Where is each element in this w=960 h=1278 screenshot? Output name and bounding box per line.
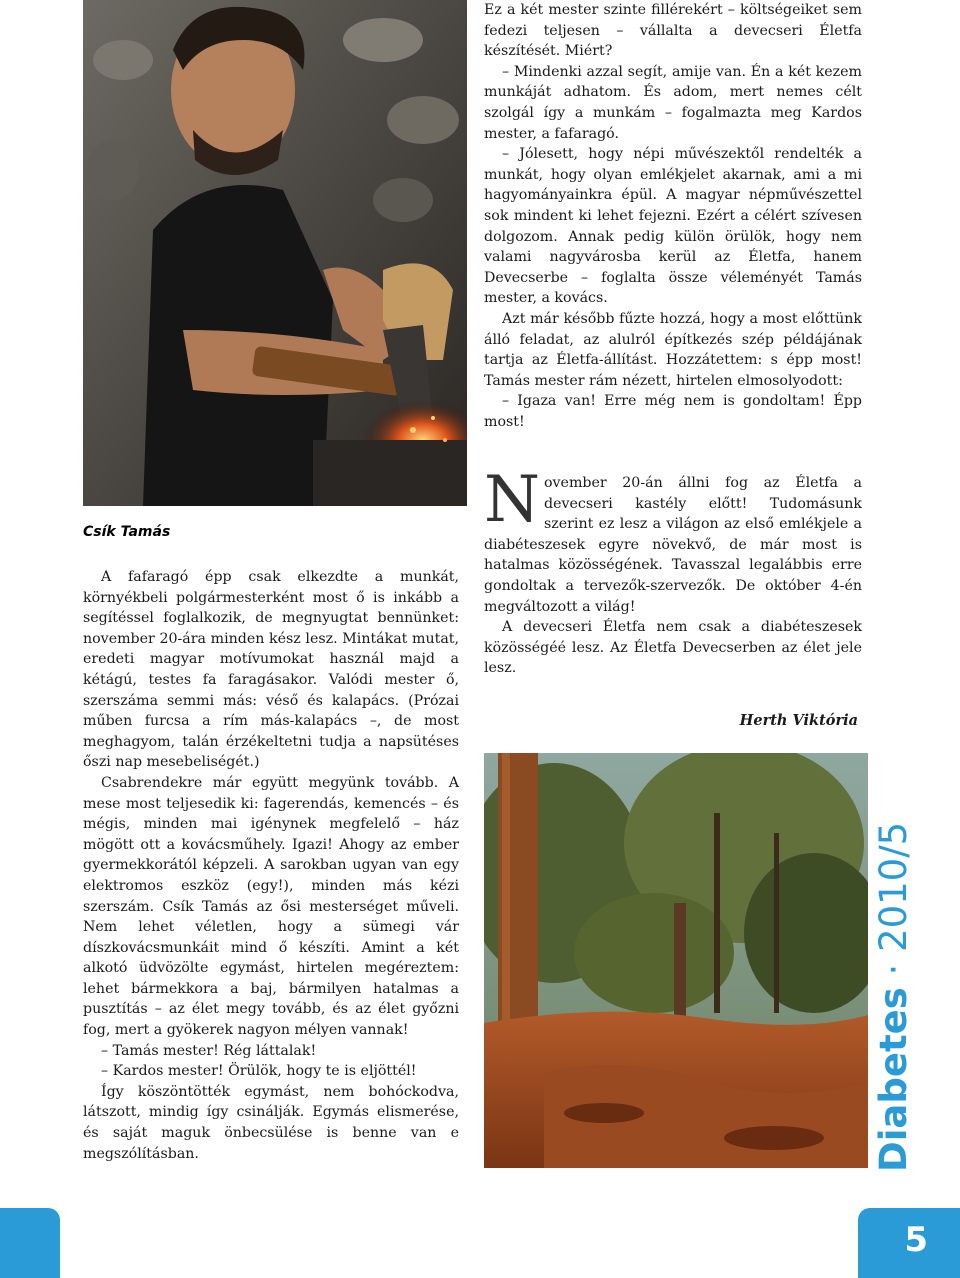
paragraph: – Kardos mester! Örülök, hogy te is eljöttél! [101,1063,417,1080]
journal-issue: 2010/5 [872,821,915,952]
right-column-top [484,0,862,432]
author-signature: Herth Viktória [739,712,858,729]
corner-tab [0,1208,60,1278]
red-mud-photo [484,753,868,1168]
paragraph: – Tamás mester! Rég láttalak! [101,1042,317,1059]
paragraph: – Jólesett, hogy népi művészektől rendelték a munkát, hogy olyan emlékjelet akarnak, ami a mi hagyományainkra épül. A magyar népművészettel sok mindent ki lehet fejezni. Ezért a célért szívesen dolgozom. Annak pedig külön örülök, hogy nem valami nagyvárosba kerül az Életfa, hanem Devecserbe – foglalta össze véleményét Tamás mester, a kovács. [484,146,862,307]
drop-cap: N [484,463,540,537]
journal-separator: · [872,963,915,976]
paragraph: Ez a két mester szinte fillérekért – költségeiket sem fedezi teljesen – vállalta a devecseri Életfa készítését. Miért? [484,2,862,60]
left-column [83,567,459,1164]
page-number: 5 [904,1220,928,1260]
paragraph-text: ovember 20-án állni fog az Életfa a devecseri kastély előtt! Tudomásunk szerint ez lesz a világon az első emlékjele a diabéteszesek egyre növekvő, de már most is hatalmas közösségének. Tavasszal legalábbis erre gondoltak a tervezők-szervezők. De október 4-én megváltozott a világ! [484,475,862,615]
journal-name: Diabetes [872,987,915,1172]
paragraph: A devecseri Életfa nem csak a diabéteszesek közösségéé lesz. Az Életfa Devecserben az élet jele lesz. [484,619,862,677]
paragraph: Azt már később fűzte hozzá, hogy a most előttünk álló feladat, az alulról építkezés szép példájának tartja az Életfa-állítást. Hozzátettem: s épp most! Tamás mester rám nézett, hirtelen elmosolyodott: [484,310,862,389]
paragraph: Így köszöntötték egymást, nem bohóckodva, látszott, mindig így csinálják. Egymás elismerése, és saját maguk önbecsülése is benne van e megszólításban. [83,1083,459,1162]
photo-caption: Csík Tamás [83,524,171,540]
paragraph: – Mindenki azzal segít, amije van. Én a két kezem munkáját adhatom. És adom, mert nemes célt szolgál így a munkám – fogalmazta meg Kardos mester, a fafaragó. [484,63,862,142]
paragraph: – Igaza van! Erre még nem is gondoltam! Épp most! [484,393,862,430]
paragraph [484,463,862,617]
right-column-middle [484,463,862,679]
paragraph: Csabrendekre már együtt megyünk tovább. A mese most teljesedik ki: fagerendás, kemencés – és mégis, minden mai igénynek megfelelő – ház mögött ott a kovácsműhely. Igazi! Ahogy az ember gyermekkorától képzeli. A sarokban ugyan van egy elektromos eszköz (egy!), minden más kézi szerszám. Csík Tamás az ősi mesterséget műveli. Nem lehet véletlen, hogy a sümegi vár díszkovácsmunkáit mind ő készíti. Amint a két alkotó üdvözölte egymást, hirtelen megéreztem: lehet bármekkora a baj, bármilyen hatalmas a pusztítás – az élet megy tovább, és az élet győzni fog, mert a gyökerek nagyon mélyen vannak! [83,774,459,1039]
paragraph: A fafaragó épp csak elkezdte a munkát, környékbeli polgármesterként most ő is inkább a segítéssel foglalkozik, de megnyugtat bennünket: november 20-ára minden kész lesz. Mintákat mutat, eredeti magyar motívumokat használ majd a kétágú, testes fa faragásakor. Valódi mester ő, szerszáma semmi más: véső és kalapács. (Prózai műben furcsa a rím más-kalapács –, de most meghagyom, talán érzékeltetni tudja a napsütéses őszi nap mesebeliségét.) [83,569,459,771]
blacksmith-photo [83,0,467,506]
page-number-tab [858,1208,960,1278]
